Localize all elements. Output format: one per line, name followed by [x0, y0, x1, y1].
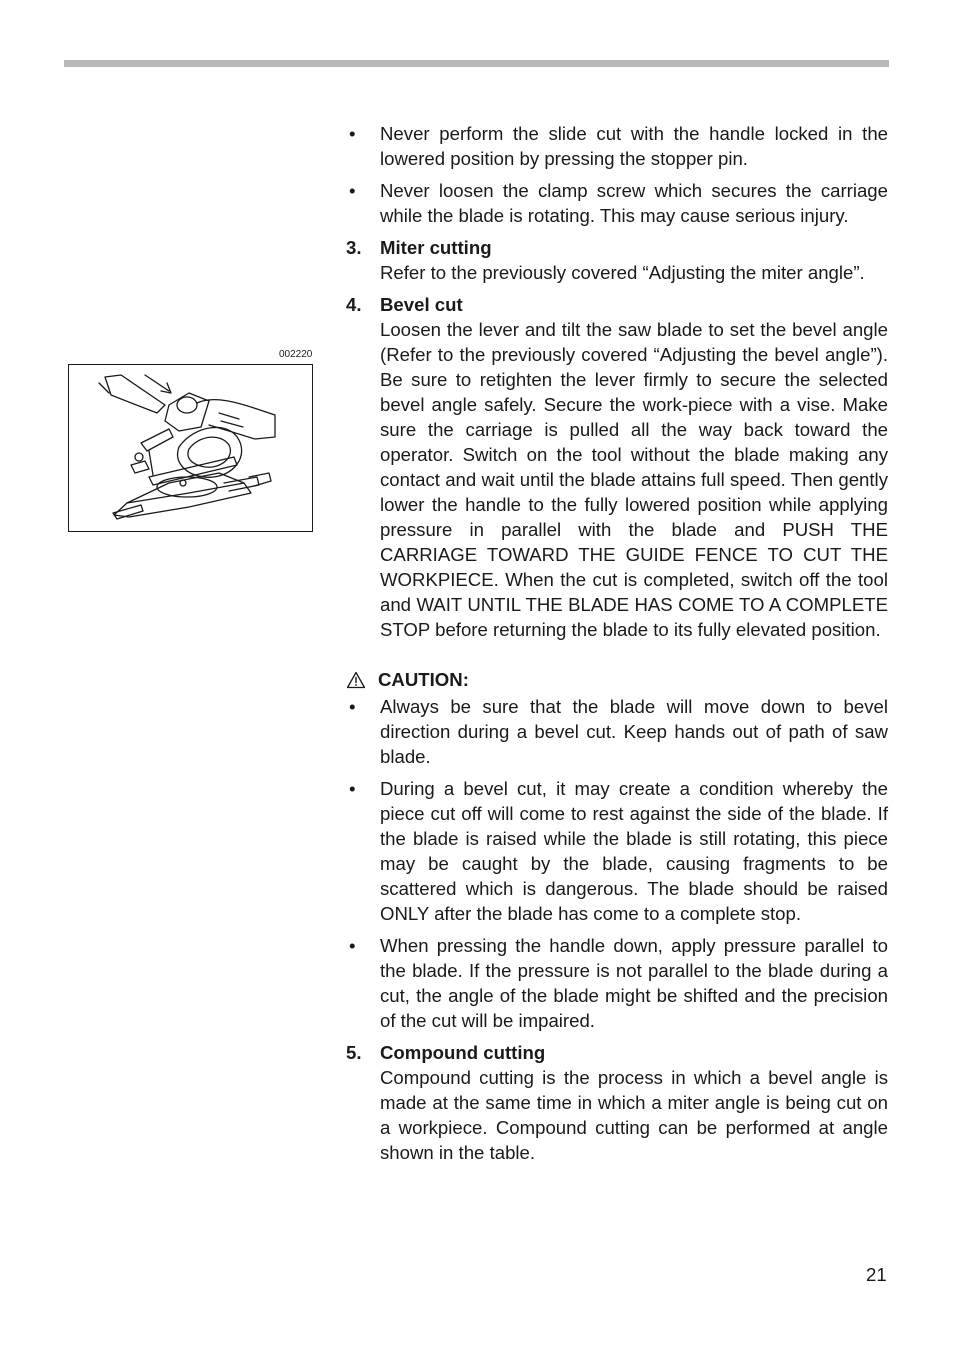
section-text: Compound cutting is the process in which a bevel angle is made at the same time in which a miter angle is being cut on a workpiece. Compound cutting can be performed at angle shown in the table. [380, 1067, 888, 1163]
bullet-text: Never loosen the clamp screw which secures the carriage while the blade is rotating. This may cause serious injury. [380, 180, 888, 226]
section-number: 5. [346, 1042, 362, 1063]
bullet-text: During a bevel cut, it may create a condition whereby the piece cut off will come to rest against the side of the blade. If the blade is raised while the blade is still rotating, this piece may be caught by the blade, causing fragments to be scattered which is dangerous. The blade should be raised ONLY after the blade has come to a complete stop. [380, 778, 888, 924]
section-miter-cutting [346, 235, 888, 285]
bullet-text: When pressing the handle down, apply pressure parallel to the blade. If the pressure is not parallel to the blade during a cut, the angle of the blade might be shifted and the precision of the cut will be impaired. [380, 935, 888, 1031]
section-number: 3. [346, 237, 362, 258]
list-item [346, 121, 888, 171]
section-text: Refer to the previously covered “Adjusting the miter angle”. [380, 262, 865, 283]
section-heading: Compound cutting [380, 1042, 546, 1063]
bullet-char: • [349, 778, 356, 799]
section-bevel-cut [346, 292, 888, 642]
top-rule [64, 60, 889, 67]
saw-illustration-figure [68, 364, 313, 532]
list-item [346, 694, 888, 769]
section-number: 4. [346, 294, 362, 315]
main-text-column [346, 121, 888, 1172]
page-number: 21 [866, 1264, 887, 1285]
miter-saw-icon [69, 365, 311, 530]
section-text: Loosen the lever and tilt the saw blade to set the bevel angle (Refer to the previously covered “Adjusting the bevel angle”). Be sure to retighten the lever firmly to secure the selected bevel angle safely. Secure the work-piece with a vise. Make sure the carriage is pulled all the way back toward the operator. Switch on the tool without the blade making any contact and wait until the blade attains full speed. Then gently lower the handle to the fully lowered position while applying pressure in parallel with the blade and PUSH THE CARRIAGE TOWARD THE GUIDE FENCE TO CUT THE WORKPIECE. When the cut is completed, switch off the tool and WAIT UNTIL THE BLADE HAS COME TO A COMPLETE STOP before returning the blade to its fully elevated position. [380, 319, 888, 640]
list-item [346, 776, 888, 926]
caution-heading [346, 667, 888, 692]
list-item [346, 178, 888, 228]
bullet-text: Always be sure that the blade will move down to bevel direction during a bevel cut. Keep hands out of path of saw blade. [380, 696, 888, 767]
bullet-text: Never perform the slide cut with the handle locked in the lowered position by pressing the stopper pin. [380, 123, 888, 169]
figure-code: 002220 [279, 349, 313, 360]
section-heading: Bevel cut [380, 294, 463, 315]
bullet-char: • [349, 180, 356, 201]
section-heading: Miter cutting [380, 237, 492, 258]
list-item [346, 933, 888, 1033]
warning-triangle-icon [346, 671, 366, 689]
bullet-char: • [349, 123, 356, 144]
bullet-char: • [349, 935, 356, 956]
bullet-char: • [349, 696, 356, 717]
caution-label: CAUTION: [378, 669, 469, 690]
section-compound-cutting [346, 1040, 888, 1165]
